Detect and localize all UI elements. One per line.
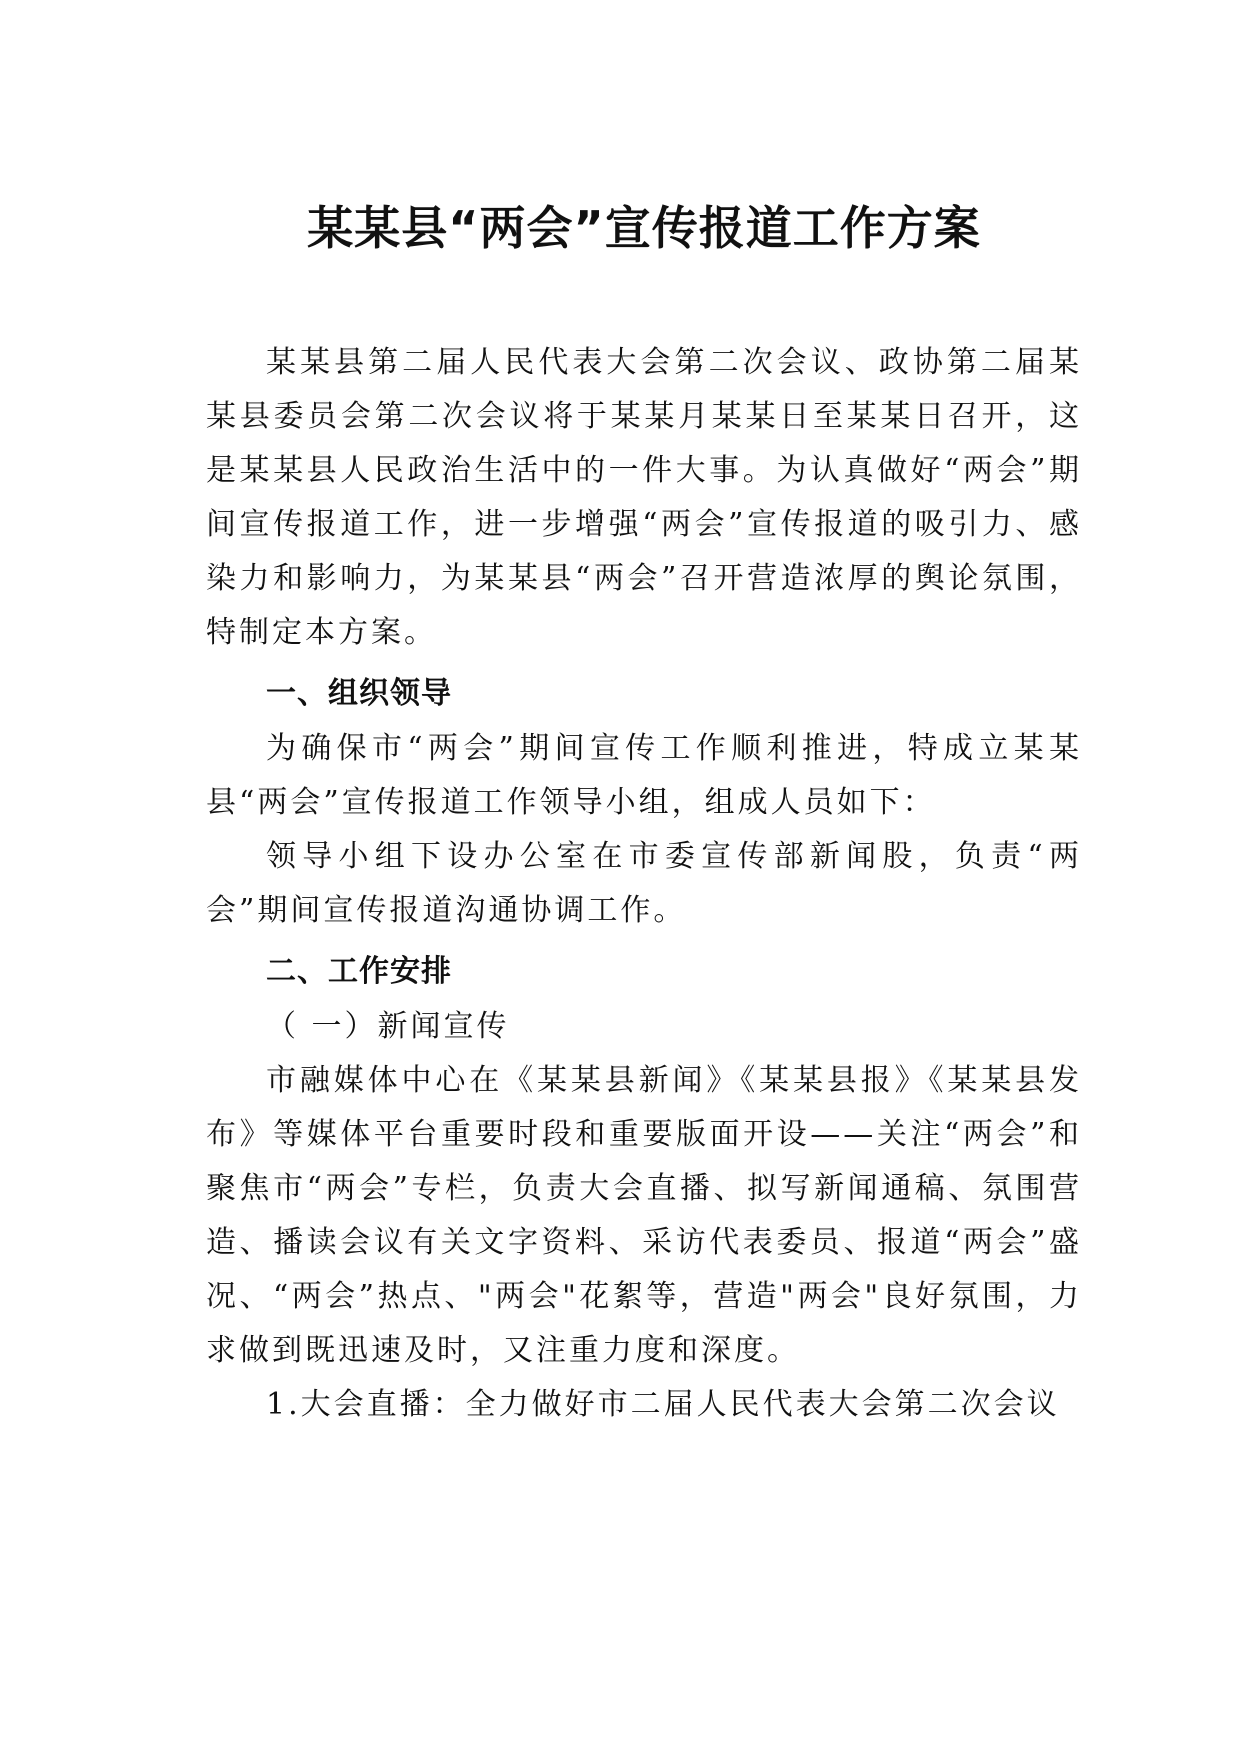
section-paragraph: 1.大会直播：全力做好市二届人民代表大会第二次会议 [266, 1387, 1060, 1422]
section-paragraph: 为确保市“两会”期间宣传工作顺利推进，特成立某某县“两会”宣传报道工作领导小组，组成人员如下： [206, 731, 1082, 820]
intro-paragraph: 某某县第二届人民代表大会第二次会议、政协第二届某某县委员会第二次会议将于某某月某某日至某某日召开，这是某某县人民政治生活中的一件大事。为认真做好“两会”期间宣传报道工作，进一步增强“两会”宣传报道的吸引力、感染力和影响力，为某某县“两会”召开营造浓厚的舆论氛围，特制定本方案。 [206, 345, 1082, 650]
section-heading-arrangement: 二、工作安排 [266, 954, 452, 989]
section-paragraph: 市融媒体中心在《某某县新闻》《某某县报》《某某县发布》等媒体平台重要时段和重要版面开设——关注“两会”和聚焦市“两会”专栏，负责大会直播、拟写新闻通稿、氛围营造、播读会议有关文字资料、采访代表委员、报道“两会”盛况、“两会”热点、"两会"花絮等，营造"两会"良好氛围，力求做到既迅速及时，又注重力度和深度。 [206, 1063, 1082, 1368]
section-paragraph: 领导小组下设办公室在市委宣传部新闻股，负责“两会”期间宣传报道沟通协调工作。 [206, 839, 1082, 928]
section-heading-organization: 一、组织领导 [266, 676, 452, 711]
subsection-heading-news: （ 一）新闻宣传 [266, 1009, 510, 1044]
document-page [206, 200, 1082, 1432]
document-title: 某某县“两会”宣传报道工作方案 [307, 201, 981, 255]
